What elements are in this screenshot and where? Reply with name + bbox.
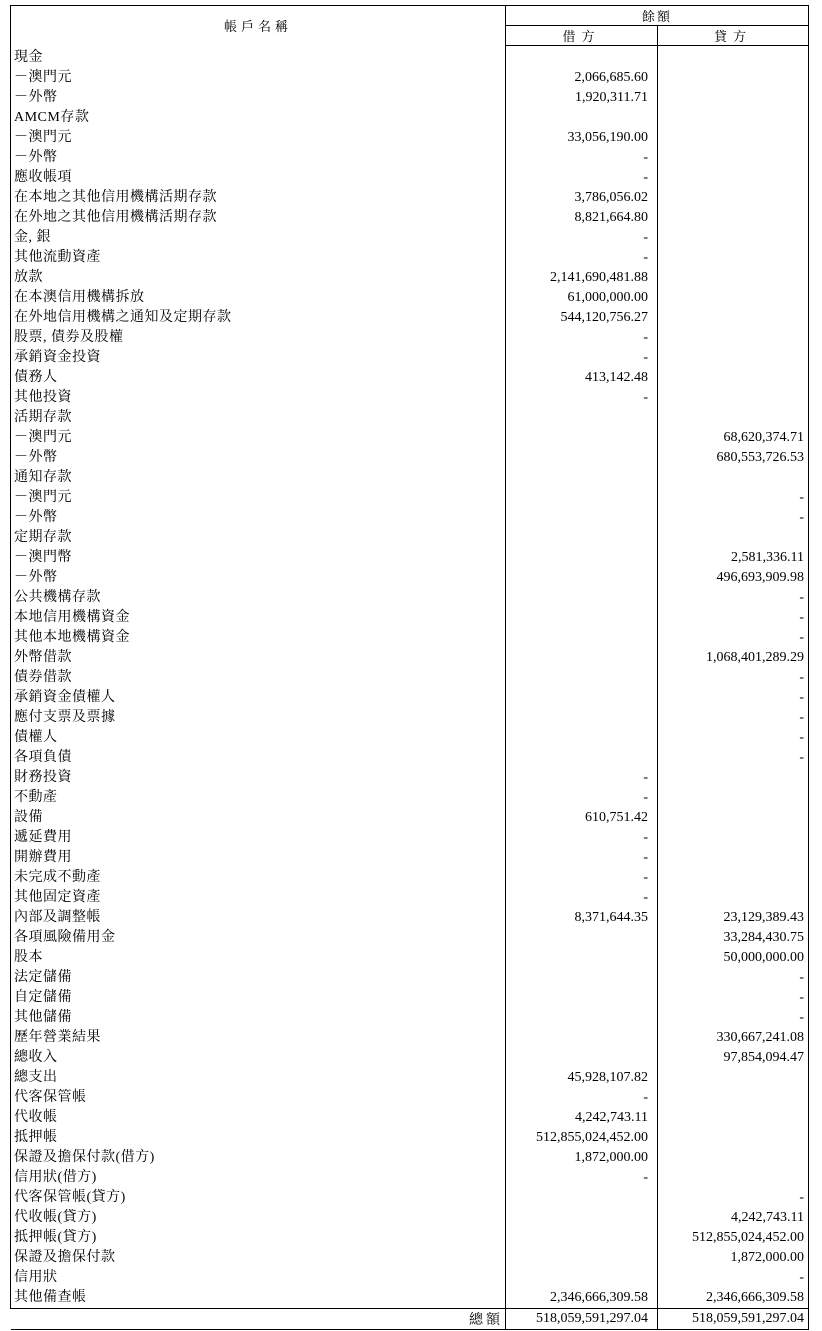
credit-cell bbox=[658, 88, 809, 108]
account-name-cell: 定期存款 bbox=[11, 528, 506, 548]
debit-cell: - bbox=[506, 388, 658, 408]
table-row bbox=[11, 988, 809, 1008]
credit-cell: 1,872,000.00 bbox=[658, 1248, 809, 1268]
table-row bbox=[11, 548, 809, 568]
account-name-cell: 保證及擔保付款 bbox=[11, 1248, 506, 1268]
credit-cell bbox=[658, 468, 809, 488]
account-name-cell: －澳門元 bbox=[11, 128, 506, 148]
credit-cell: - bbox=[658, 708, 809, 728]
table-row bbox=[11, 348, 809, 368]
account-name-cell: 總支出 bbox=[11, 1068, 506, 1088]
debit-cell bbox=[506, 688, 658, 708]
table-row bbox=[11, 968, 809, 988]
credit-cell: - bbox=[658, 988, 809, 1008]
table-row bbox=[11, 928, 809, 948]
account-name-cell: 公共機構存款 bbox=[11, 588, 506, 608]
account-name-cell: 放款 bbox=[11, 268, 506, 288]
debit-cell: - bbox=[506, 788, 658, 808]
account-name-cell: 債權人 bbox=[11, 728, 506, 748]
credit-cell: - bbox=[658, 688, 809, 708]
account-name-cell: 抵押帳 bbox=[11, 1128, 506, 1148]
table-row bbox=[11, 148, 809, 168]
account-name-cell: －澳門元 bbox=[11, 428, 506, 448]
credit-cell bbox=[658, 228, 809, 248]
debit-cell bbox=[506, 948, 658, 968]
table-row bbox=[11, 1148, 809, 1168]
debit-cell bbox=[506, 428, 658, 448]
debit-cell: 61,000,000.00 bbox=[506, 288, 658, 308]
credit-cell bbox=[658, 308, 809, 328]
debit-cell: - bbox=[506, 848, 658, 868]
debit-cell bbox=[506, 548, 658, 568]
table-row bbox=[11, 868, 809, 888]
account-name-cell: 承銷資金投資 bbox=[11, 348, 506, 368]
credit-cell bbox=[658, 1148, 809, 1168]
table-row bbox=[11, 528, 809, 548]
account-name-cell: －澳門元 bbox=[11, 68, 506, 88]
account-name-cell: 其他固定資產 bbox=[11, 888, 506, 908]
table-row bbox=[11, 708, 809, 728]
account-name-cell: 外幣借款 bbox=[11, 648, 506, 668]
table-row bbox=[11, 628, 809, 648]
credit-cell: - bbox=[658, 1008, 809, 1028]
credit-cell: 50,000,000.00 bbox=[658, 948, 809, 968]
table-row bbox=[11, 788, 809, 808]
credit-cell: 680,553,726.53 bbox=[658, 448, 809, 468]
account-name-cell: 代收帳(貸方) bbox=[11, 1208, 506, 1228]
account-name-cell: 承銷資金債權人 bbox=[11, 688, 506, 708]
credit-cell: - bbox=[658, 588, 809, 608]
trial-balance-table bbox=[10, 5, 809, 1330]
account-name-cell: 其他流動資產 bbox=[11, 248, 506, 268]
table-row bbox=[11, 1108, 809, 1128]
credit-cell: - bbox=[658, 728, 809, 748]
credit-cell bbox=[658, 128, 809, 148]
credit-cell bbox=[658, 1088, 809, 1108]
debit-cell bbox=[506, 968, 658, 988]
credit-cell: 97,854,094.47 bbox=[658, 1048, 809, 1068]
credit-cell bbox=[658, 1128, 809, 1148]
account-name-cell: 代客保管帳(貸方) bbox=[11, 1188, 506, 1208]
table-row bbox=[11, 568, 809, 588]
account-name-cell: AMCM存款 bbox=[11, 108, 506, 128]
credit-cell: - bbox=[658, 668, 809, 688]
table-row bbox=[11, 468, 809, 488]
table-row bbox=[11, 448, 809, 468]
debit-cell: - bbox=[506, 248, 658, 268]
account-rows bbox=[11, 46, 809, 1309]
debit-cell: - bbox=[506, 828, 658, 848]
debit-cell bbox=[506, 528, 658, 548]
credit-cell: - bbox=[658, 1268, 809, 1288]
credit-cell: 2,581,336.11 bbox=[658, 548, 809, 568]
credit-cell: - bbox=[658, 608, 809, 628]
table-row bbox=[11, 848, 809, 868]
debit-cell bbox=[506, 1048, 658, 1068]
credit-cell bbox=[658, 248, 809, 268]
debit-cell: - bbox=[506, 148, 658, 168]
account-name-cell: 代客保管帳 bbox=[11, 1088, 506, 1108]
account-name-cell: 自定儲備 bbox=[11, 988, 506, 1008]
credit-cell bbox=[658, 1168, 809, 1188]
account-name-cell: 歷年營業結果 bbox=[11, 1028, 506, 1048]
account-name-cell: 應收帳項 bbox=[11, 168, 506, 188]
debit-cell: 3,786,056.02 bbox=[506, 188, 658, 208]
credit-cell bbox=[658, 388, 809, 408]
credit-cell bbox=[658, 828, 809, 848]
account-name-cell: 各項負債 bbox=[11, 748, 506, 768]
credit-cell: 68,620,374.71 bbox=[658, 428, 809, 448]
debit-cell: 4,242,743.11 bbox=[506, 1108, 658, 1128]
debit-cell: 610,751.42 bbox=[506, 808, 658, 828]
credit-cell bbox=[658, 1108, 809, 1128]
credit-cell bbox=[658, 328, 809, 348]
debit-cell bbox=[506, 1268, 658, 1288]
balance-header: 餘額 bbox=[506, 6, 809, 26]
debit-cell bbox=[506, 468, 658, 488]
debit-cell bbox=[506, 1248, 658, 1268]
total-label: 總額 bbox=[11, 1309, 506, 1330]
credit-cell bbox=[658, 848, 809, 868]
table-row bbox=[11, 668, 809, 688]
account-name-cell: 未完成不動產 bbox=[11, 868, 506, 888]
table-row bbox=[11, 108, 809, 128]
debit-cell: 45,928,107.82 bbox=[506, 1068, 658, 1088]
debit-cell: - bbox=[506, 328, 658, 348]
table-row bbox=[11, 268, 809, 288]
debit-cell bbox=[506, 108, 658, 128]
table-row bbox=[11, 1288, 809, 1309]
credit-cell bbox=[658, 768, 809, 788]
table-row bbox=[11, 508, 809, 528]
account-name-cell: 通知存款 bbox=[11, 468, 506, 488]
table-row bbox=[11, 88, 809, 108]
table-row bbox=[11, 308, 809, 328]
debit-cell bbox=[506, 1228, 658, 1248]
account-name-cell: －外幣 bbox=[11, 448, 506, 468]
debit-cell: 8,821,664.80 bbox=[506, 208, 658, 228]
debit-cell bbox=[506, 1188, 658, 1208]
account-name-cell: 在外地之其他信用機構活期存款 bbox=[11, 208, 506, 228]
credit-cell bbox=[658, 528, 809, 548]
table-row bbox=[11, 1128, 809, 1148]
credit-cell bbox=[658, 788, 809, 808]
table-row bbox=[11, 728, 809, 748]
account-name-cell: 設備 bbox=[11, 808, 506, 828]
account-name-cell: －澳門元 bbox=[11, 488, 506, 508]
table-row bbox=[11, 1168, 809, 1188]
table-row bbox=[11, 908, 809, 928]
account-name-cell: －外幣 bbox=[11, 508, 506, 528]
account-name-cell: 股本 bbox=[11, 948, 506, 968]
debit-cell: 33,056,190.00 bbox=[506, 128, 658, 148]
debit-cell: 2,066,685.60 bbox=[506, 68, 658, 88]
table-row bbox=[11, 328, 809, 348]
credit-cell bbox=[658, 208, 809, 228]
table-row bbox=[11, 188, 809, 208]
table-row bbox=[11, 228, 809, 248]
credit-cell: 496,693,909.98 bbox=[658, 568, 809, 588]
debit-cell bbox=[506, 408, 658, 428]
credit-cell bbox=[658, 808, 809, 828]
account-name-cell: 其他儲備 bbox=[11, 1008, 506, 1028]
debit-cell: - bbox=[506, 1168, 658, 1188]
table-row bbox=[11, 748, 809, 768]
table-row bbox=[11, 1088, 809, 1108]
debit-cell: - bbox=[506, 1088, 658, 1108]
debit-cell: 8,371,644.35 bbox=[506, 908, 658, 928]
credit-header: 貸方 bbox=[658, 26, 809, 46]
account-name-cell: 在本澳信用機構拆放 bbox=[11, 288, 506, 308]
debit-cell bbox=[506, 628, 658, 648]
table-row bbox=[11, 1248, 809, 1268]
account-name-cell: 現金 bbox=[11, 46, 506, 69]
account-name-cell: 在外地信用機構之通知及定期存款 bbox=[11, 308, 506, 328]
debit-cell: 2,346,666,309.58 bbox=[506, 1288, 658, 1309]
account-name-cell: 總收入 bbox=[11, 1048, 506, 1068]
credit-cell: - bbox=[658, 1188, 809, 1208]
account-name-cell: 其他投資 bbox=[11, 388, 506, 408]
account-name-cell: 在本地之其他信用機構活期存款 bbox=[11, 188, 506, 208]
account-name-cell: 信用狀 bbox=[11, 1268, 506, 1288]
account-name-cell: 內部及調整帳 bbox=[11, 908, 506, 928]
table-row bbox=[11, 888, 809, 908]
credit-cell bbox=[658, 1068, 809, 1088]
credit-cell bbox=[658, 46, 809, 69]
table-row bbox=[11, 1208, 809, 1228]
table-row bbox=[11, 46, 809, 69]
credit-cell: - bbox=[658, 968, 809, 988]
credit-cell bbox=[658, 348, 809, 368]
account-name-cell: 抵押帳(貸方) bbox=[11, 1228, 506, 1248]
table-row bbox=[11, 608, 809, 628]
table-row bbox=[11, 168, 809, 188]
account-name-cell: 各項風險備用金 bbox=[11, 928, 506, 948]
table-row bbox=[11, 208, 809, 228]
debit-cell bbox=[506, 46, 658, 69]
credit-cell: 33,284,430.75 bbox=[658, 928, 809, 948]
table-row bbox=[11, 248, 809, 268]
account-name-cell: 開辦費用 bbox=[11, 848, 506, 868]
credit-cell bbox=[658, 868, 809, 888]
account-name-cell: 代收帳 bbox=[11, 1108, 506, 1128]
debit-header: 借方 bbox=[506, 26, 658, 46]
credit-cell bbox=[658, 108, 809, 128]
table-row bbox=[11, 1048, 809, 1068]
account-name-cell: 債務人 bbox=[11, 368, 506, 388]
credit-cell bbox=[658, 888, 809, 908]
debit-cell: - bbox=[506, 868, 658, 888]
credit-cell bbox=[658, 288, 809, 308]
table-row bbox=[11, 1068, 809, 1088]
debit-cell bbox=[506, 668, 658, 688]
debit-cell bbox=[506, 508, 658, 528]
table-row bbox=[11, 648, 809, 668]
debit-cell bbox=[506, 1008, 658, 1028]
account-name-cell: 本地信用機構資金 bbox=[11, 608, 506, 628]
debit-cell bbox=[506, 1208, 658, 1228]
credit-cell bbox=[658, 68, 809, 88]
table-row bbox=[11, 828, 809, 848]
table-row bbox=[11, 948, 809, 968]
credit-cell: - bbox=[658, 488, 809, 508]
account-name-cell: 遞延費用 bbox=[11, 828, 506, 848]
credit-cell bbox=[658, 188, 809, 208]
account-name-cell: 財務投資 bbox=[11, 768, 506, 788]
account-name-cell: 股票, 債券及股權 bbox=[11, 328, 506, 348]
credit-cell: 23,129,389.43 bbox=[658, 908, 809, 928]
account-name-cell: 其他備查帳 bbox=[11, 1288, 506, 1309]
account-name-cell: －外幣 bbox=[11, 568, 506, 588]
credit-cell: 2,346,666,309.58 bbox=[658, 1288, 809, 1309]
debit-cell bbox=[506, 988, 658, 1008]
account-name-cell: －外幣 bbox=[11, 88, 506, 108]
debit-cell bbox=[506, 608, 658, 628]
table-row bbox=[11, 1268, 809, 1288]
table-row bbox=[11, 368, 809, 388]
table-row bbox=[11, 588, 809, 608]
debit-cell: 413,142.48 bbox=[506, 368, 658, 388]
debit-cell: - bbox=[506, 348, 658, 368]
debit-cell: 544,120,756.27 bbox=[506, 308, 658, 328]
table-row bbox=[11, 768, 809, 788]
debit-cell: 512,855,024,452.00 bbox=[506, 1128, 658, 1148]
account-name-cell: 應付支票及票據 bbox=[11, 708, 506, 728]
account-name-cell: －澳門幣 bbox=[11, 548, 506, 568]
account-name-cell: 活期存款 bbox=[11, 408, 506, 428]
account-name-cell: 保證及擔保付款(借方) bbox=[11, 1148, 506, 1168]
debit-cell: 1,920,311.71 bbox=[506, 88, 658, 108]
table-row bbox=[11, 1028, 809, 1048]
table-row bbox=[11, 488, 809, 508]
credit-cell: - bbox=[658, 508, 809, 528]
table-row bbox=[11, 128, 809, 148]
credit-cell: 330,667,241.08 bbox=[658, 1028, 809, 1048]
account-name-cell: 信用狀(借方) bbox=[11, 1168, 506, 1188]
credit-cell bbox=[658, 408, 809, 428]
account-name-header bbox=[11, 6, 506, 46]
credit-cell: - bbox=[658, 748, 809, 768]
total-credit: 518,059,591,297.04 bbox=[658, 1309, 809, 1330]
debit-cell bbox=[506, 488, 658, 508]
table-row bbox=[11, 1228, 809, 1248]
credit-cell: 4,242,743.11 bbox=[658, 1208, 809, 1228]
debit-cell: 1,872,000.00 bbox=[506, 1148, 658, 1168]
debit-cell: - bbox=[506, 168, 658, 188]
table-row bbox=[11, 428, 809, 448]
credit-cell bbox=[658, 148, 809, 168]
debit-cell bbox=[506, 448, 658, 468]
total-row bbox=[11, 1309, 809, 1330]
table-row bbox=[11, 1188, 809, 1208]
debit-cell bbox=[506, 1028, 658, 1048]
trial-balance-sheet bbox=[10, 5, 809, 1330]
debit-cell: - bbox=[506, 888, 658, 908]
credit-cell: 512,855,024,452.00 bbox=[658, 1228, 809, 1248]
debit-cell bbox=[506, 928, 658, 948]
account-name-cell: 債券借款 bbox=[11, 668, 506, 688]
debit-cell bbox=[506, 728, 658, 748]
table-row bbox=[11, 288, 809, 308]
debit-cell: - bbox=[506, 768, 658, 788]
table-row bbox=[11, 1008, 809, 1028]
account-name-cell: 不動產 bbox=[11, 788, 506, 808]
account-name-cell: －外幣 bbox=[11, 148, 506, 168]
credit-cell: 1,068,401,289.29 bbox=[658, 648, 809, 668]
credit-cell bbox=[658, 168, 809, 188]
credit-cell bbox=[658, 368, 809, 388]
debit-cell bbox=[506, 708, 658, 728]
account-name-cell: 金, 銀 bbox=[11, 228, 506, 248]
debit-cell bbox=[506, 588, 658, 608]
account-name-cell: 其他本地機構資金 bbox=[11, 628, 506, 648]
debit-cell bbox=[506, 648, 658, 668]
debit-cell: 2,141,690,481.88 bbox=[506, 268, 658, 288]
table-row bbox=[11, 808, 809, 828]
table-row bbox=[11, 688, 809, 708]
account-name-header-label: 帳戶名稱 bbox=[223, 19, 292, 35]
table-row bbox=[11, 388, 809, 408]
debit-cell bbox=[506, 748, 658, 768]
account-name-cell: 法定儲備 bbox=[11, 968, 506, 988]
debit-cell: - bbox=[506, 228, 658, 248]
table-row bbox=[11, 408, 809, 428]
credit-cell bbox=[658, 268, 809, 288]
table-row bbox=[11, 68, 809, 88]
total-debit: 518,059,591,297.04 bbox=[506, 1309, 658, 1330]
debit-cell bbox=[506, 568, 658, 588]
credit-cell: - bbox=[658, 628, 809, 648]
